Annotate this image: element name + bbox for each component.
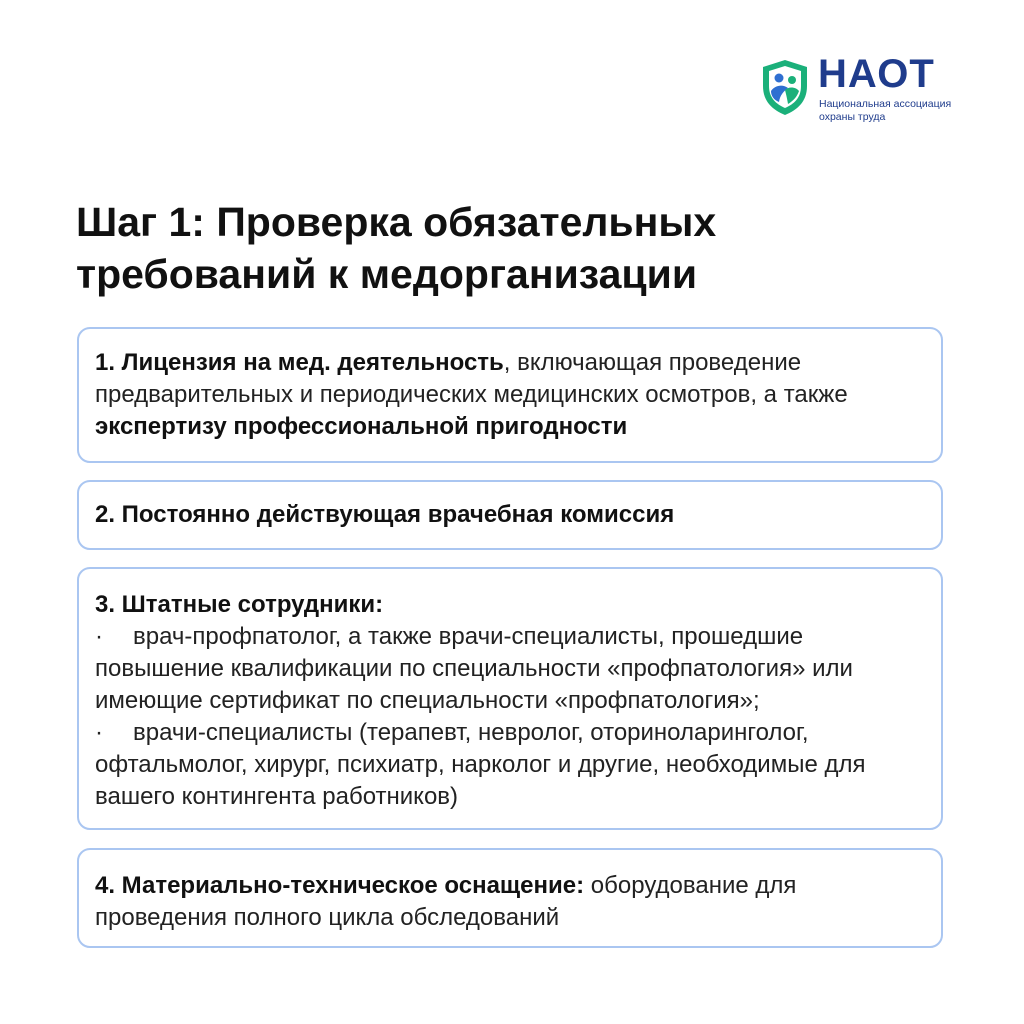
requirement-1-emphasis: экспертизу профессиональной пригодности [95, 413, 628, 440]
shield-with-people-icon [760, 58, 810, 116]
requirement-card-staff [77, 567, 943, 830]
requirement-card-equipment [77, 848, 943, 948]
requirement-4-text: оборудование для проведения полного цикла обследований [95, 872, 797, 931]
logo [760, 52, 960, 123]
bullet-dot: · [95, 719, 103, 746]
requirement-2-heading: 2. Постоянно действующая врачебная комиссия [95, 501, 675, 528]
staff-bullet-item [95, 717, 925, 813]
requirement-1-heading: 1. Лицензия на мед. деятельность [95, 349, 504, 376]
requirement-4-heading: 4. Материально-техническое оснащение: [95, 872, 585, 899]
requirement-card-license [77, 327, 943, 463]
page-title: Шаг 1: Проверка обязательных требований к медорганизации [76, 199, 717, 297]
bullet-dot: · [95, 623, 103, 650]
requirement-3-heading: 3. Штатные сотрудники: [95, 591, 384, 618]
staff-bullet-item [95, 621, 925, 717]
requirement-card-commission [77, 480, 943, 550]
requirement-1-text: , включающая проведение предварительных и периодических медицинских осмотров, а также [95, 349, 848, 408]
staff-bullet-text: врач-профпатолог, а также врачи-специалисты, прошедшие повышение квалификации по специальности «профпатология» или имеющие сертификат по специальности «профпатология»; [95, 623, 853, 714]
logo-subtitle: Национальная ассоциация охраны труда [819, 98, 952, 123]
logo-name: НАОТ [818, 52, 935, 96]
staff-bullet-text: врачи-специалисты (терапевт, невролог, оториноларинголог, офтальмолог, хирург, психиатр, нарколог и другие, необходимые для вашего контингента работников) [95, 719, 866, 810]
